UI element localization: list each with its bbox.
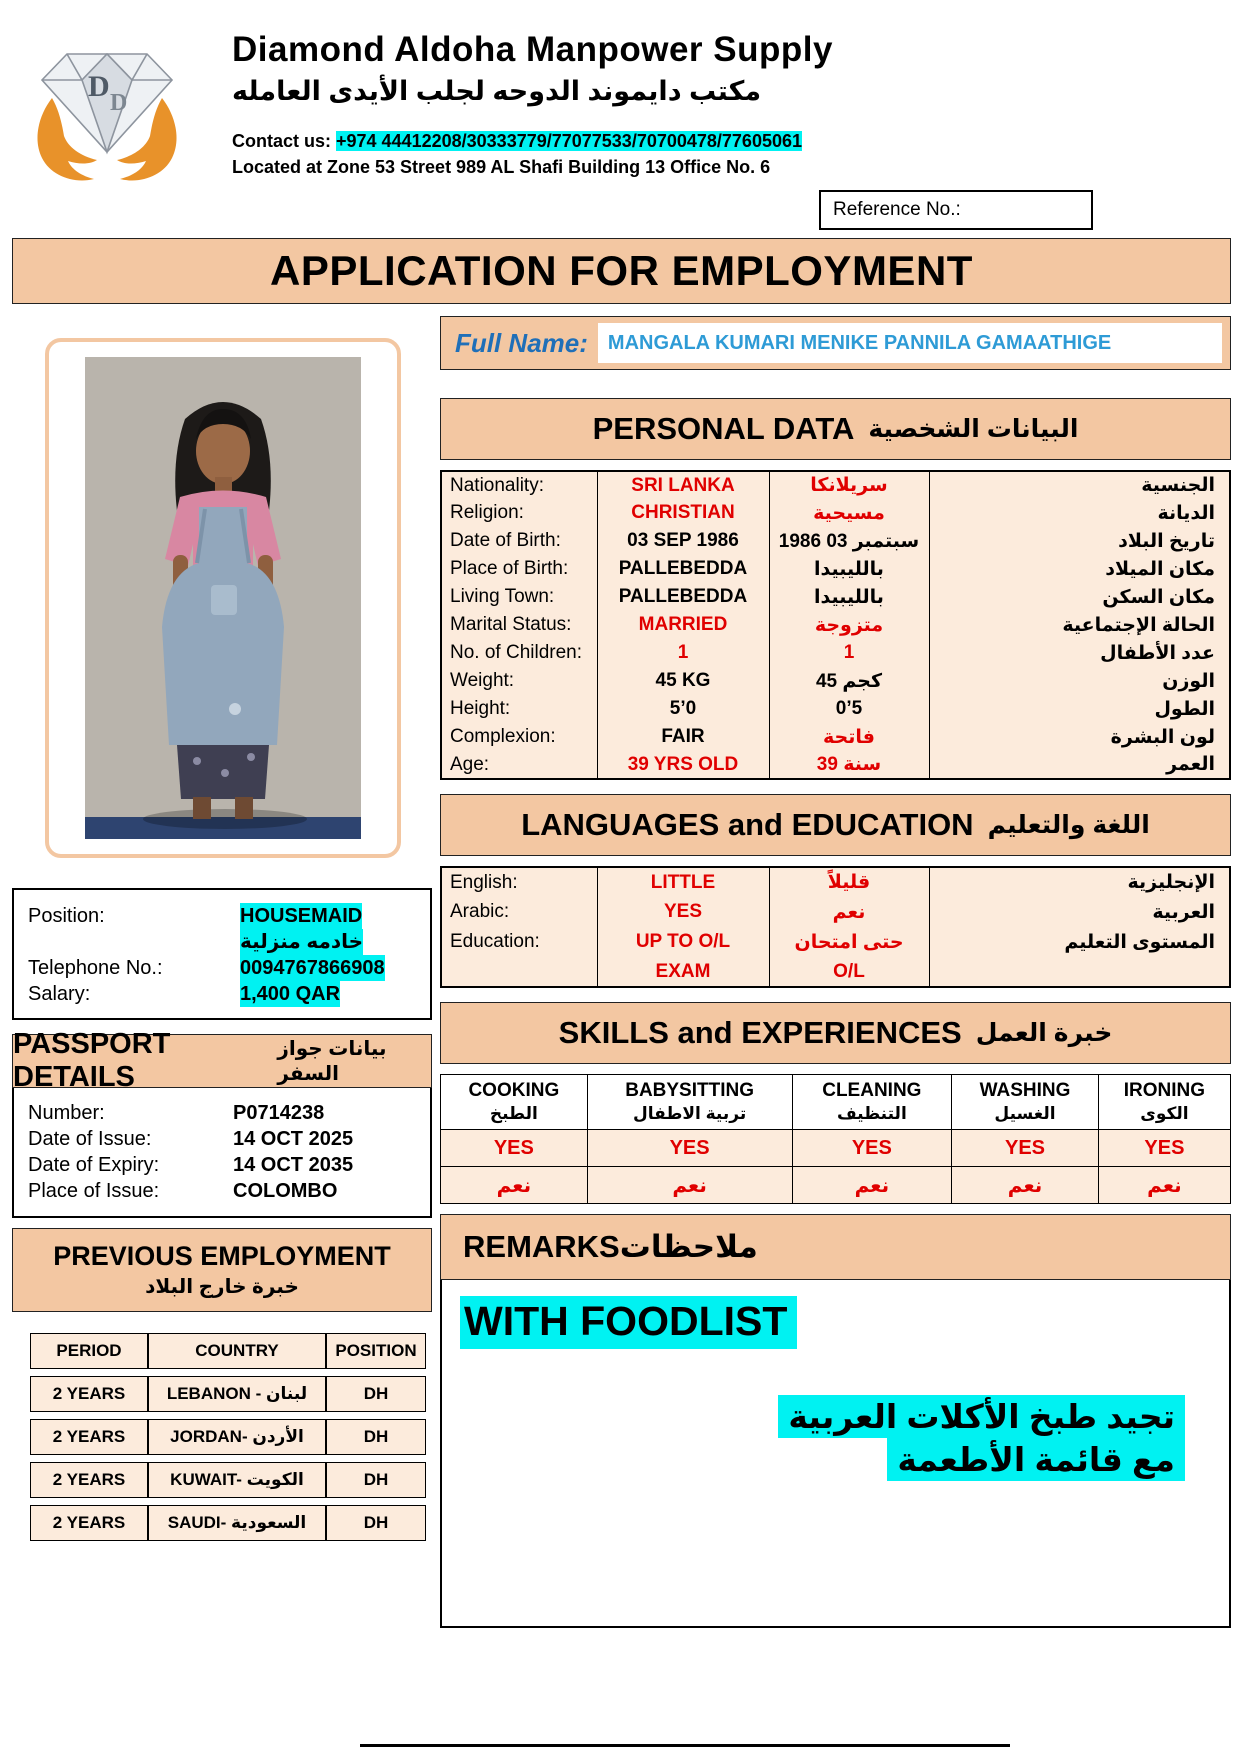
col-position: POSITION [326, 1333, 426, 1369]
personal-data-title-ar: البيانات الشخصية [868, 415, 1079, 443]
position-label: Position: [28, 905, 105, 927]
skills-title-ar: خبرة العمل [975, 1019, 1113, 1047]
remarks-arabic-line-2: مع قائمة الأطعمة [887, 1438, 1185, 1481]
full-name-value: MANGALA KUMARI MENIKE PANNILA GAMAATHIGE [598, 323, 1222, 363]
table-row [441, 957, 1230, 987]
field-label-ar: مكان الميلاد [929, 555, 1230, 583]
position-cell: DH [326, 1419, 426, 1455]
skill-yes: YES [1098, 1130, 1230, 1167]
country-cell: KUWAIT- الكويت [148, 1462, 326, 1498]
skill-col: WASHING الغسيل [952, 1075, 1099, 1130]
field-value-en: MARRIED [597, 611, 769, 639]
period-cell: 2 YEARS [30, 1505, 148, 1541]
company-address: Located at Zone 53 Street 989 AL Shafi Building 13 Office No. 6 [232, 157, 771, 177]
skill-yes-ar: نعم [952, 1167, 1099, 1204]
content-columns [12, 316, 1231, 1628]
field-label-ar: مكان السكن [929, 583, 1230, 611]
table-row [441, 527, 1230, 555]
reference-label: Reference No.: [833, 199, 961, 220]
passport-title-en: PASSPORT DETAILS [13, 1028, 171, 1093]
field-value-en: FAIR [597, 723, 769, 751]
skill-col: IRONING الكوى [1098, 1075, 1230, 1130]
previous-employment-title-ar: خبرة خارج البلاد [145, 1276, 299, 1298]
remarks-header [440, 1214, 1231, 1280]
skill-yes: YES [441, 1130, 588, 1167]
table-row [441, 667, 1230, 695]
field-label-en: Religion: [450, 502, 524, 523]
field-value-ar: قليلاً [769, 867, 929, 897]
skill-col: BABYSITTING تربية الاطفال [587, 1075, 792, 1130]
position-value-ar: خادمه منزلية [240, 931, 364, 953]
left-column [12, 316, 432, 1548]
field-value-en: UP TO O/L [597, 927, 769, 957]
field-label-ar: الإنجليزية [929, 867, 1230, 897]
field-label-en: Complexion: [450, 726, 556, 747]
field-value-en: 03 SEP 1986 [597, 527, 769, 555]
field-value-en: SRI LANKA [597, 471, 769, 499]
full-name-label: Full Name: [455, 327, 588, 358]
period-cell: 2 YEARS [30, 1376, 148, 1412]
field-value-ar: مسيحية [769, 499, 929, 527]
field-label-en: English: [450, 871, 518, 893]
table-header-row [30, 1333, 426, 1369]
field-label-en: No. of Children: [450, 642, 583, 663]
field-value-en: CHRISTIAN [597, 499, 769, 527]
passport-issue-value: 14 OCT 2025 [233, 1128, 354, 1150]
table-row [441, 751, 1230, 779]
telephone-value: 0094767866908 [240, 957, 385, 979]
table-row [30, 1419, 426, 1455]
skill-yes-ar: نعم [587, 1167, 792, 1204]
company-name-ar: مكتب دايموند الدوحه لجلب الأيدى العامله [232, 76, 762, 106]
field-value-en: PALLEBEDDA [597, 555, 769, 583]
table-row [441, 471, 1230, 499]
passport-row [28, 1100, 416, 1126]
salary-label: Salary: [28, 983, 91, 1005]
skill-yes: YES [952, 1130, 1099, 1167]
table-row [441, 695, 1230, 723]
field-value-en: 1 [597, 639, 769, 667]
company-name-en: Diamond Aldoha Manpower Supply [232, 30, 833, 69]
period-cell: 2 YEARS [30, 1462, 148, 1498]
field-value-en: PALLEBEDDA [597, 583, 769, 611]
country-cell: LEBANON - لبنان [148, 1376, 326, 1412]
table-row [30, 1505, 426, 1541]
applicant-photo-frame [45, 338, 401, 858]
previous-employment-header [12, 1228, 432, 1312]
field-value-en: YES [597, 897, 769, 927]
contact-line [232, 131, 833, 152]
page-title: APPLICATION FOR EMPLOYMENT [12, 238, 1231, 304]
field-label-en: Height: [450, 698, 511, 719]
full-name-bar [440, 316, 1231, 370]
field-label-ar: تاريخ البلاد [929, 527, 1230, 555]
table-header-row [441, 1075, 1231, 1130]
table-row [441, 499, 1230, 527]
field-value-ar: بالليبيدا [769, 555, 929, 583]
passport-place-value: COLOMBO [233, 1180, 338, 1202]
skills-table [440, 1074, 1231, 1204]
col-country: COUNTRY [148, 1333, 326, 1369]
table-row [441, 611, 1230, 639]
country-cell: JORDAN- الأردن [148, 1419, 326, 1455]
applicant-photo [85, 357, 361, 839]
skill-col: CLEANING التنظيف [792, 1075, 952, 1130]
skill-yes-ar: نعم [792, 1167, 952, 1204]
svg-text:D: D [110, 90, 128, 116]
field-value-ar: 39 سنة [769, 751, 929, 779]
field-label-en [441, 957, 597, 987]
field-value-ar: سبتمبر 03 1986 [769, 527, 929, 555]
field-label-en: Living Town: [450, 586, 555, 607]
field-label-ar: لون البشرة [929, 723, 1230, 751]
field-value-ar: 0’5 [769, 695, 929, 723]
field-label-en: Place of Birth: [450, 558, 569, 579]
remarks-arabic-line-1: تجيد طبخ الأكلات العربية [778, 1395, 1185, 1438]
field-label-en: Arabic: [450, 901, 510, 922]
field-label-ar [929, 957, 1230, 987]
company-logo [12, 24, 202, 186]
position-value: HOUSEMAID [240, 905, 363, 927]
field-value-en: EXAM [597, 957, 769, 987]
passport-issue-label: Date of Issue: [28, 1128, 152, 1150]
passport-row [28, 1178, 416, 1204]
remarks-title-en: REMARKS [463, 1229, 620, 1264]
skills-title-en: SKILLS and EXPERIENCES [558, 1015, 962, 1050]
svg-text:D: D [88, 70, 110, 103]
right-column [440, 316, 1231, 1628]
telephone-row [28, 955, 416, 981]
field-label-en: Age: [450, 753, 490, 775]
field-label-ar: الوزن [929, 667, 1230, 695]
skills-experiences-header [440, 1002, 1231, 1064]
languages-education-header [440, 794, 1231, 856]
country-cell: SAUDI- السعودية [148, 1505, 326, 1541]
field-label-ar: عدد الأطفال [929, 639, 1230, 667]
skill-yes: YES [792, 1130, 952, 1167]
foodlist-note: WITH FOODLIST [460, 1296, 797, 1349]
field-value-ar: بالليبيدا [769, 583, 929, 611]
salary-row [28, 981, 416, 1007]
remarks-title-ar: ملاحظات [619, 1229, 758, 1264]
languages-title-en: LANGUAGES and EDUCATION [521, 807, 974, 842]
personal-data-title-en: PERSONAL DATA [592, 411, 855, 446]
field-value-en: 45 KG [597, 667, 769, 695]
telephone-label: Telephone No.: [28, 957, 163, 979]
position-info-box [12, 888, 432, 1020]
table-row [441, 897, 1230, 927]
field-label-ar: المستوى التعليم [929, 927, 1230, 957]
field-label-ar: الجنسية [929, 471, 1230, 499]
field-label-ar: الحالة الإجتماعية [929, 611, 1230, 639]
skill-yes-ar: نعم [441, 1167, 588, 1204]
field-value-ar: نعم [769, 897, 929, 927]
position-cell: DH [326, 1505, 426, 1541]
field-value-ar: فاتحة [769, 723, 929, 751]
remarks-arabic [460, 1395, 1211, 1481]
field-value-en: 39 YRS OLD [597, 751, 769, 779]
field-value-ar: O/L [769, 957, 929, 987]
skills-yes-row [441, 1130, 1231, 1167]
field-value-ar: 45 كجم [769, 667, 929, 695]
languages-education-table [440, 866, 1231, 988]
skill-yes: YES [587, 1130, 792, 1167]
position-cell: DH [326, 1376, 426, 1412]
company-header [12, 24, 1231, 186]
reference-row [12, 190, 1231, 230]
skills-naam-row [441, 1167, 1231, 1204]
period-cell: 2 YEARS [30, 1419, 148, 1455]
field-value-ar: متزوجة [769, 611, 929, 639]
languages-title-ar: اللغة والتعليم [987, 811, 1150, 839]
personal-data-header [440, 398, 1231, 460]
previous-employment-title-en: PREVIOUS EMPLOYMENT [53, 1241, 391, 1271]
passport-row [28, 1152, 416, 1178]
passport-details-box [12, 1088, 432, 1218]
table-row [30, 1376, 426, 1412]
position-row-ar [28, 929, 416, 955]
table-row [441, 583, 1230, 611]
field-label-en: Weight: [450, 670, 515, 691]
passport-number-label: Number: [28, 1102, 105, 1124]
reference-number-box [819, 190, 1093, 230]
passport-expiry-label: Date of Expiry: [28, 1154, 160, 1176]
passport-place-label: Place of Issue: [28, 1180, 160, 1202]
field-label-en: Education: [450, 931, 540, 952]
field-label-en: Date of Birth: [450, 530, 561, 551]
contact-numbers: +974 44412208/30333779/77077533/70700478/77605061 [336, 131, 802, 151]
position-cell: DH [326, 1462, 426, 1498]
personal-data-table [440, 470, 1231, 780]
table-row [441, 555, 1230, 583]
col-period: PERIOD [30, 1333, 148, 1369]
table-row [441, 927, 1230, 957]
field-value-en: LITTLE [597, 867, 769, 897]
field-label-ar: العمر [929, 751, 1230, 779]
table-row [441, 723, 1230, 751]
passport-number-value: P0714238 [233, 1102, 325, 1124]
diamond-in-hands-icon [18, 24, 196, 186]
skill-yes-ar: نعم [1098, 1167, 1230, 1204]
field-label-en: Marital Status: [450, 614, 572, 635]
bottom-rule [360, 1744, 1010, 1747]
field-value-ar: سريلانكا [769, 471, 929, 499]
passport-expiry-value: 14 OCT 2035 [233, 1154, 354, 1176]
previous-employment-table [30, 1326, 426, 1548]
skill-col: COOKING الطبخ [441, 1075, 588, 1130]
position-row [28, 903, 416, 929]
field-label-ar: الديانة [929, 499, 1230, 527]
passport-details-header [12, 1028, 432, 1093]
passport-row [28, 1126, 416, 1152]
remarks-box [440, 1280, 1231, 1628]
field-value-ar: حتى امتحان [769, 927, 929, 957]
field-label-ar: العربية [929, 897, 1230, 927]
field-value-en: 5’0 [597, 695, 769, 723]
field-label-en: Nationality: [450, 474, 544, 496]
contact-label: Contact us: [232, 131, 331, 151]
table-row [441, 867, 1230, 897]
field-value-ar: 1 [769, 639, 929, 667]
table-row [441, 639, 1230, 667]
salary-value: 1,400 QAR [240, 983, 341, 1005]
table-row [30, 1462, 426, 1498]
passport-title-ar: بيانات جواز السفر [277, 1038, 387, 1085]
company-text-block [232, 24, 833, 186]
field-label-ar: الطول [929, 695, 1230, 723]
